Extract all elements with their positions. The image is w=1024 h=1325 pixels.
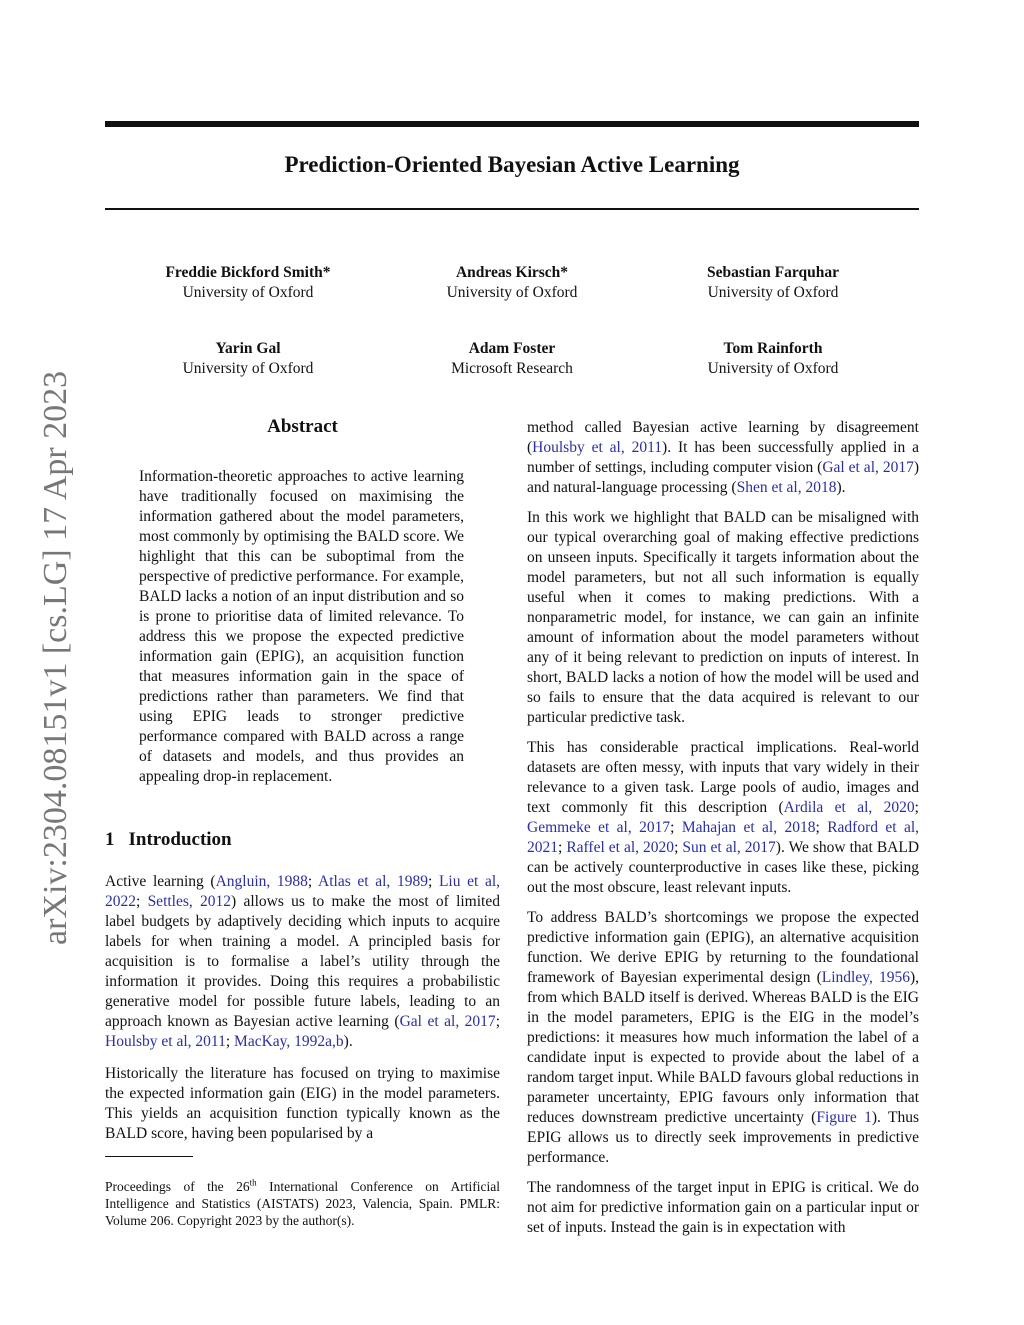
- right-paragraph-1: method called Bayesian active learning by disagreement (Houlsby et al, 2011). It has been successfully applied in a number of settings, including computer vision (Gal et al, 2017) and natural-language processing (Shen et al, 2018).: [527, 419, 919, 496]
- citation-link[interactable]: Angluin, 1988: [215, 873, 308, 890]
- right-paragraph-4: To address BALD’s shortcomings we propose the expected predictive information gain (EPIG), an alternative acquisition function. We derive EPIG by returning to the foundational framework of Bayesian experimental design (Lindley, 1956), from which BALD itself is derived. Whereas BALD is the EIG in the model parameters, EPIG is the EIG in the model’s predictions: it measures how much information the label of a candidate input is expected to provide about the label of a random target input. While BALD favours global reductions in parameter uncertainty, EPIG favours only information that reduces downstream predictive uncertainty (Figure 1). Thus EPIG allows us to directly seek improvements in predictive performance.: [527, 909, 919, 1166]
- citation-link[interactable]: Raffel et al, 2020: [566, 839, 675, 856]
- author-name: Adam Foster: [468, 340, 556, 357]
- author-block: [382, 263, 642, 303]
- author-affiliation: University of Oxford: [707, 360, 839, 377]
- intro-paragraph-2: Historically the literature has focused on trying to maximise the expected information gain (EIG) in the model parameters. This yields an acquisition function typically known as the BALD score, having been popularised by a: [105, 1065, 500, 1142]
- author-affiliation: University of Oxford: [182, 284, 314, 301]
- author-name: Andreas Kirsch*: [455, 264, 569, 281]
- paper-title: Prediction-Oriented Bayesian Active Learning: [284, 152, 740, 177]
- section-heading-introduction: [105, 828, 500, 852]
- author-name: Freddie Bickford Smith*: [165, 264, 331, 281]
- author-affiliation: University of Oxford: [446, 284, 578, 301]
- section-number: 1: [105, 829, 115, 850]
- citation-link[interactable]: Mahajan et al, 2018: [681, 819, 816, 836]
- right-column-body: [527, 418, 919, 1238]
- author-affiliation: University of Oxford: [182, 360, 314, 377]
- abstract-text: Information-theoretic approaches to active learning have traditionally focused on maximising the information gathered about the model parameters, most commonly by optimising the BALD score. We highlight that this can be suboptimal from the perspective of predictive performance. For example, BALD lacks a notion of an input distribution and so is prone to prioritise data of limited relevance. To address this we propose the expected predictive information gain (EPIG), an acquisition function that measures information gain in the space of predictions rather than parameters. We find that using EPIG leads to stronger predictive performance compared with BALD across a range of datasets and models, and thus provides an appealing drop-in replacement.: [139, 468, 464, 785]
- citation-link[interactable]: Settles, 2012: [147, 893, 232, 910]
- footnote-rule: [105, 1156, 193, 1157]
- title-rule-bottom: [105, 208, 919, 210]
- citation-link[interactable]: Liu et al, 2022: [105, 873, 501, 910]
- author-name: Sebastian Farquhar: [707, 264, 839, 281]
- title-rule-top: [105, 121, 919, 127]
- citation-link[interactable]: Houlsby et al, 2011: [532, 439, 663, 456]
- author-block: [643, 339, 903, 379]
- citation-link[interactable]: Atlas et al, 1989: [318, 873, 428, 890]
- citation-link[interactable]: Gemmeke et al, 2017: [527, 819, 671, 836]
- right-paragraph-5: The randomness of the target input in EPIG is critical. We do not aim for predictive information gain on a particular input or set of inputs. Instead the gain is in expectation with: [527, 1179, 919, 1236]
- author-name: Tom Rainforth: [723, 340, 823, 357]
- author-block: [118, 263, 378, 303]
- arxiv-stamp[interactable]: arXiv:2304.08151v1 [cs.LG] 17 Apr 2023: [37, 370, 74, 945]
- abstract-body: [139, 467, 464, 787]
- citation-link[interactable]: Gal et al, 2017: [822, 459, 914, 476]
- author-affiliation: Microsoft Research: [451, 360, 573, 377]
- citation-link[interactable]: Sun et al, 2017: [682, 839, 776, 856]
- citation-link[interactable]: MacKay, 1992a,b: [234, 1033, 344, 1050]
- intro-paragraph-1: Active learning (Angluin, 1988; Atlas et al, 1989; Liu et al, 2022; Settles, 2012) allows us to make the most of limited label budgets by adaptively deciding which inputs to acquire labels for when training a model. A principled basis for acquisition is to formalise a label’s utility through the information it provides. Doing this requires a probabilistic generative model for possible future labels, leading to an approach known as Bayesian active learning (Gal et al, 2017; Houlsby et al, 2011; MacKay, 1992a,b).: [105, 873, 501, 1050]
- footnote: Proceedings of the 26th International Conference on Artificial Intelligence and Statistics (AISTATS) 2023, Valencia, Spain. PMLR: Volume 206. Copyright 2023 by the author(s).: [105, 1177, 500, 1228]
- author-block: [382, 339, 642, 379]
- citation-link[interactable]: Ardila et al, 2020: [783, 799, 915, 816]
- figure-reference-link[interactable]: Figure 1: [816, 1109, 872, 1126]
- citation-link[interactable]: Houlsby et al, 2011: [105, 1033, 226, 1050]
- citation-link[interactable]: Radford et al, 2021: [527, 819, 920, 856]
- section-title: Introduction: [128, 829, 232, 850]
- right-paragraph-3: This has considerable practical implications. Real-world datasets are often messy, with inputs that vary widely in their relevance to a given task. Large pools of audio, images and text commonly fit this description (Ardila et al, 2020; Gemmeke et al, 2017; Mahajan et al, 2018; Radford et al, 2021; Raffel et al, 2020; Sun et al, 2017). We show that BALD can be actively counterproductive in cases like these, picking out the most obscure, least relevant inputs.: [527, 739, 920, 896]
- abstract-heading: Abstract: [267, 416, 338, 437]
- introduction-body: [105, 872, 500, 1144]
- author-block: [118, 339, 378, 379]
- author-name: Yarin Gal: [215, 340, 281, 357]
- author-block: [643, 263, 903, 303]
- citation-link[interactable]: Gal et al, 2017: [399, 1013, 496, 1030]
- citation-link[interactable]: Lindley, 1956: [821, 969, 910, 986]
- right-paragraph-2: In this work we highlight that BALD can be misaligned with our typical overarching goal of making effective predictions on unseen inputs. Specifically it targets information about the model parameters, but not all such information is equally useful when it comes to making predictions. With a nonparametric model, for instance, we can gain an infinite amount of information about the model parameters without any of it being relevant to prediction on inputs of interest. In short, BALD lacks a notion of how the model will be used and so fails to ensure that the data acquired is relevant to our particular predictive task.: [527, 509, 919, 726]
- author-affiliation: University of Oxford: [707, 284, 839, 301]
- citation-link[interactable]: Shen et al, 2018: [736, 479, 837, 496]
